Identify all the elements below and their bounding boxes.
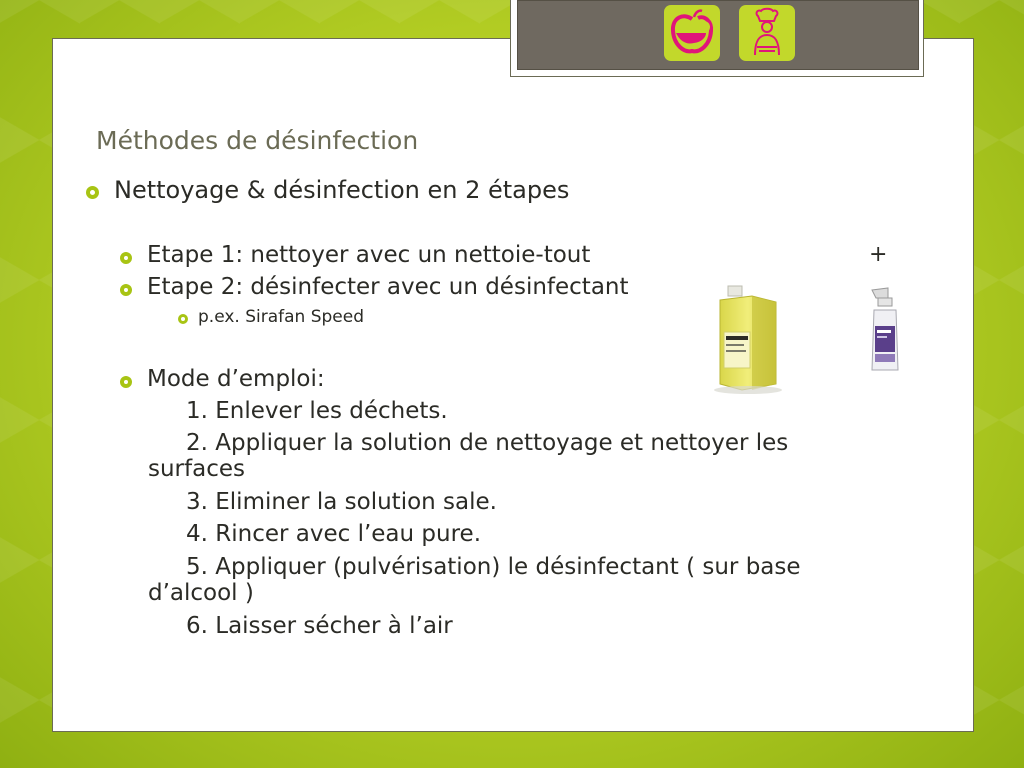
logo-banner-inner <box>517 0 919 70</box>
bullet-circle-icon <box>120 252 132 264</box>
step-1: Etape 1: nettoyer avec un nettoie-tout <box>147 242 591 268</box>
instruction-step: 5. Appliquer (pulvérisation) le désinfectant ( sur base <box>186 554 801 580</box>
apple-bite-icon <box>664 5 720 61</box>
bullet-circle-icon <box>178 314 188 324</box>
bullet-circle-icon <box>120 284 132 296</box>
logo-banner <box>510 0 924 77</box>
instruction-step: 6. Laisser sécher à l’air <box>186 613 453 639</box>
bullet-circle-icon <box>120 376 132 388</box>
instruction-step: 3. Eliminer la solution sale. <box>186 489 497 515</box>
instruction-step: 2. Appliquer la solution de nettoyage et nettoyer les <box>186 430 789 456</box>
instruction-step-continuation: surfaces <box>148 456 245 482</box>
main-bullet: Nettoyage & désinfection en 2 étapes <box>114 176 570 204</box>
product-canister-image <box>690 280 808 396</box>
page-title: Méthodes de désinfection <box>96 126 419 155</box>
instruction-step: 4. Rincer avec l’eau pure. <box>186 521 482 547</box>
step-2: Etape 2: désinfecter avec un désinfectant <box>147 274 629 300</box>
mode-emploi-label: Mode d’emploi: <box>147 366 325 392</box>
instruction-step-continuation: d’alcool ) <box>148 580 254 606</box>
bullet-circle-icon <box>86 186 99 199</box>
instruction-step: 1. Enlever les déchets. <box>186 398 448 424</box>
product-spray-image <box>866 284 906 376</box>
plus-sign: + <box>869 242 888 267</box>
chef-icon <box>739 5 795 61</box>
example-product: p.ex. Sirafan Speed <box>198 307 365 327</box>
